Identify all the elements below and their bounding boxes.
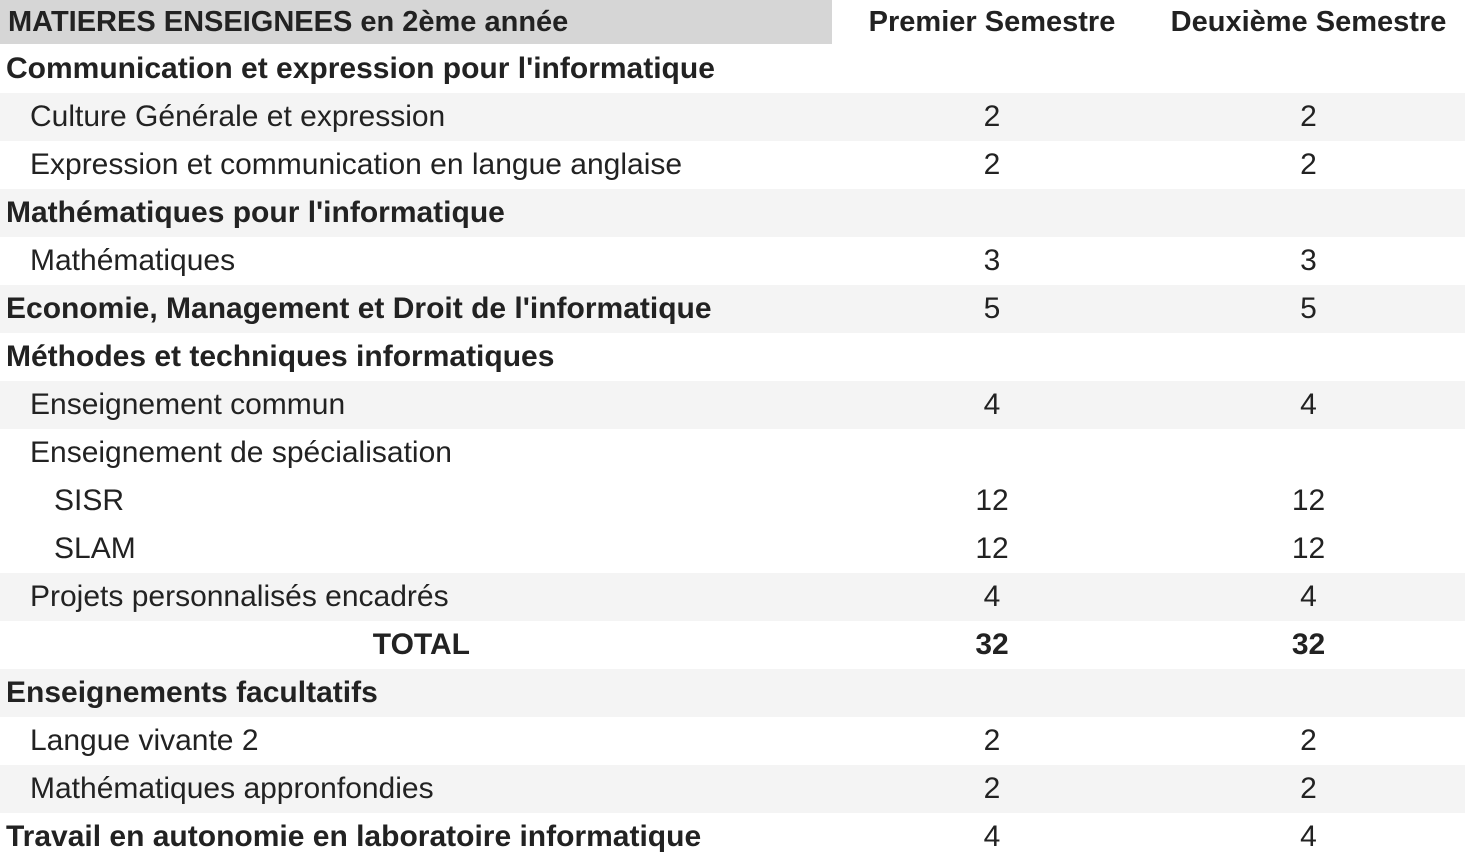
table-row bbox=[0, 669, 1465, 717]
row-s1: 2 bbox=[983, 100, 1001, 133]
row-s2 bbox=[1152, 669, 1465, 717]
row-s1 bbox=[832, 669, 1152, 717]
row-label: Enseignement commun bbox=[30, 388, 346, 421]
table-row bbox=[0, 765, 1465, 813]
row-s1: 3 bbox=[983, 244, 1001, 277]
row-s2: 4 bbox=[1300, 580, 1317, 613]
row-label: Mathématiques pour l'informatique bbox=[6, 196, 505, 229]
row-label: Travail en autonomie en laboratoire informatique bbox=[6, 820, 702, 853]
total-s1: 32 bbox=[975, 628, 1009, 661]
row-s1: 12 bbox=[975, 484, 1009, 517]
row-label: Economie, Management et Droit de l'informatique bbox=[6, 292, 712, 325]
table-row bbox=[0, 45, 1465, 93]
row-label: Enseignement de spécialisation bbox=[30, 436, 452, 469]
row-s1 bbox=[832, 333, 1152, 381]
row-label: Projets personnalisés encadrés bbox=[30, 580, 449, 613]
row-s1: 5 bbox=[983, 292, 1001, 325]
row-s1: 2 bbox=[983, 772, 1001, 805]
row-s2 bbox=[1152, 429, 1465, 477]
row-label: Mathématiques appronfondies bbox=[30, 772, 434, 805]
table-row bbox=[0, 573, 1465, 621]
table-row bbox=[0, 429, 1465, 477]
header-premier-semestre: Premier Semestre bbox=[868, 5, 1116, 38]
row-s1 bbox=[832, 429, 1152, 477]
row-s1: 12 bbox=[975, 532, 1009, 565]
table-row bbox=[0, 333, 1465, 381]
table-row bbox=[0, 285, 1465, 333]
row-s1: 4 bbox=[983, 388, 1001, 421]
table-header bbox=[0, 0, 1465, 48]
table-row bbox=[0, 141, 1465, 189]
row-s2 bbox=[1152, 45, 1465, 93]
row-s2 bbox=[1152, 333, 1465, 381]
header-title: MATIERES ENSEIGNEES en 2ème année bbox=[0, 0, 832, 44]
row-label: Communication et expression pour l'informatique bbox=[6, 52, 715, 85]
row-s2: 2 bbox=[1300, 148, 1317, 181]
row-label: Enseignements facultatifs bbox=[6, 676, 378, 709]
row-s2: 4 bbox=[1300, 388, 1317, 421]
row-s1 bbox=[832, 45, 1152, 93]
row-s2: 4 bbox=[1300, 820, 1317, 853]
table-row bbox=[0, 813, 1465, 861]
row-label: Mathématiques bbox=[30, 244, 236, 277]
table-row bbox=[0, 237, 1465, 285]
row-s1: 2 bbox=[983, 724, 1001, 757]
row-s2: 12 bbox=[1291, 484, 1326, 517]
row-label: Expression et communication en langue anglaise bbox=[30, 148, 683, 181]
row-s2: 5 bbox=[1300, 292, 1317, 325]
header-deuxieme-semestre: Deuxième Semestre bbox=[1170, 5, 1447, 38]
table-row bbox=[0, 189, 1465, 237]
table-row bbox=[0, 717, 1465, 765]
row-label: Culture Générale et expression bbox=[30, 100, 446, 133]
row-s2: 2 bbox=[1300, 100, 1317, 133]
total-s2: 32 bbox=[1291, 628, 1326, 661]
table-row bbox=[0, 477, 1465, 525]
row-s2: 3 bbox=[1300, 244, 1317, 277]
total-row bbox=[0, 621, 1465, 669]
row-s1: 4 bbox=[983, 820, 1001, 853]
row-label: SLAM bbox=[54, 532, 136, 565]
row-s1: 4 bbox=[983, 580, 1001, 613]
row-s2: 2 bbox=[1300, 724, 1317, 757]
row-label: SISR bbox=[54, 484, 125, 517]
total-label: TOTAL bbox=[372, 628, 470, 661]
row-s1: 2 bbox=[983, 148, 1001, 181]
row-label: Méthodes et techniques informatiques bbox=[6, 340, 555, 373]
row-s2: 12 bbox=[1291, 532, 1326, 565]
table-row bbox=[0, 381, 1465, 429]
table-row bbox=[0, 93, 1465, 141]
row-label: Langue vivante 2 bbox=[30, 724, 259, 757]
table-row bbox=[0, 525, 1465, 573]
row-s2 bbox=[1152, 189, 1465, 237]
row-s1 bbox=[832, 189, 1152, 237]
row-s2: 2 bbox=[1300, 772, 1317, 805]
